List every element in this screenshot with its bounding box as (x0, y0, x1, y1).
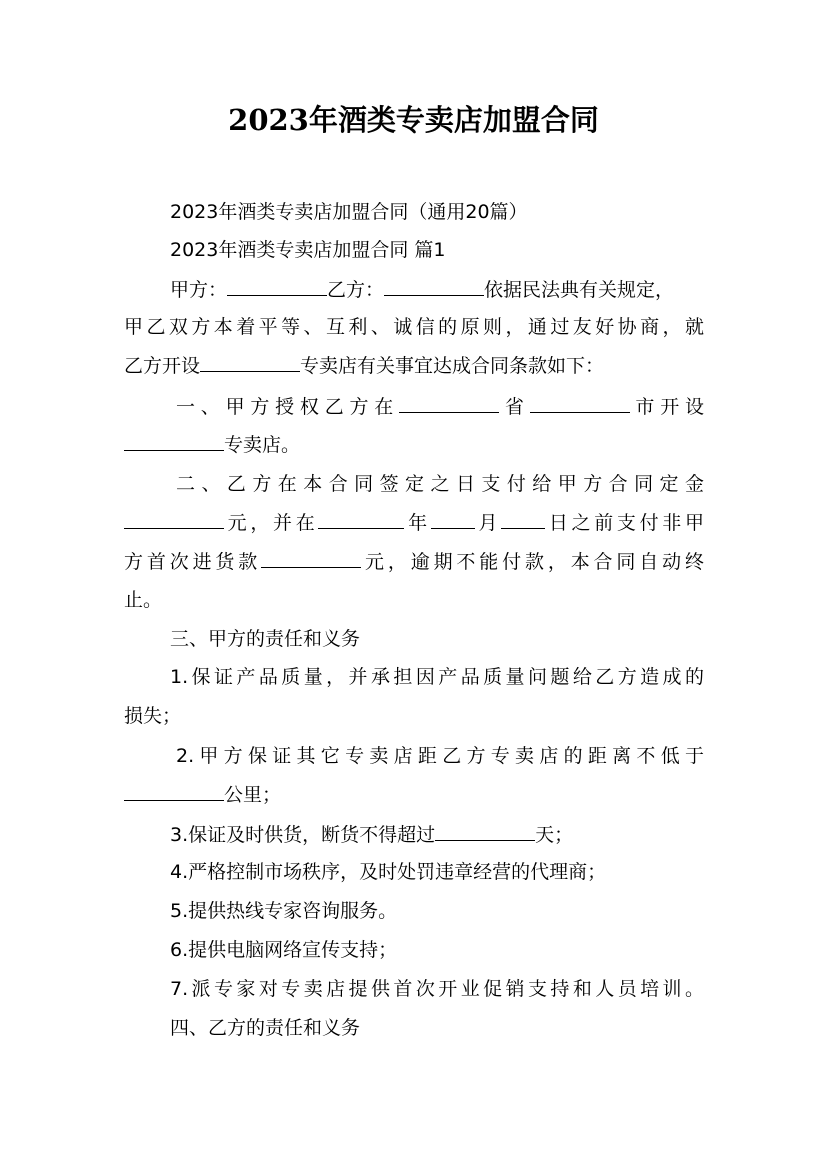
p1-line3-text-a: 乙方开设 (124, 355, 201, 377)
clause-3-item-4: 4.严格控制市场秩序，及时处罚违章经营的代理商； (170, 861, 607, 883)
clause2-text-a: 元，并在 (224, 512, 319, 534)
item2-line2-text: 公里； (224, 784, 282, 806)
section-heading: 2023年酒类专卖店加盟合同 篇1 (170, 239, 446, 261)
clause1-line2-text: 专卖店。 (224, 434, 301, 456)
day-blank (501, 506, 545, 529)
clause2-text-b: 年 (404, 512, 431, 534)
clause-3-item-1-line-1: 1.保证产品质量，并承担因产品质量问题给乙方造成的 (170, 666, 704, 688)
clause-3-item-6: 6.提供电脑网络宣传支持； (170, 939, 398, 961)
paragraph-1-line-2: 甲乙双方本着平等、互利、诚信的原则，通过友好协商，就 (124, 316, 704, 338)
clause-4-heading: 四、乙方的责任和义务 (170, 1017, 361, 1039)
clause-3-heading: 三、甲方的责任和义务 (170, 628, 361, 650)
party-b-blank (384, 273, 484, 296)
first-purchase-blank (261, 545, 361, 568)
province-blank (399, 390, 499, 413)
clause-3-item-7: 7.派专家对专卖店提供首次开业促销支持和人员培训。 (170, 978, 704, 1000)
clause-2-line-3 (124, 545, 704, 577)
item3-text-a: 3.保证及时供货，断货不得超过 (170, 824, 436, 846)
clause-1-line-1 (124, 390, 704, 422)
document-title: 2023年酒类专卖店加盟合同 (228, 103, 599, 137)
city-blank (530, 390, 630, 413)
year-blank (318, 506, 404, 529)
deposit-blank (124, 506, 224, 529)
paragraph-1-line-3 (124, 349, 704, 381)
days-blank (435, 818, 535, 841)
paragraph-1-line-1 (124, 273, 704, 305)
clause-2-line-1: 二、乙方在本合同签定之日支付给甲方合同定金 (176, 473, 704, 495)
clause2-line3-text-b: 元，逾期不能付款，本合同自动终 (361, 551, 704, 573)
p1-text: 依据民法典有关规定， (484, 279, 675, 301)
clause-3-item-2-line-2 (124, 778, 704, 810)
party-a-blank (227, 273, 327, 296)
clause-3-item-1-line-2: 损失； (124, 705, 182, 727)
item3-text-b: 天； (535, 824, 574, 846)
clause1-text-c: 市开设 (629, 396, 704, 418)
clause-3-item-5: 5.提供热线专家咨询服务。 (170, 900, 398, 922)
clause-3-item-3 (124, 818, 704, 850)
clause2-line3-text-a: 方首次进货款 (124, 551, 262, 573)
party-a-label: 甲方： (170, 279, 228, 301)
p1-line3-text-b: 专卖店有关事宜达成合同条款如下： (300, 355, 605, 377)
party-b-label: 乙方： (327, 279, 385, 301)
subtitle-line: 2023年酒类专卖店加盟合同（通用20篇） (170, 201, 528, 223)
clause1-text-a: 一、甲方授权乙方在 (176, 396, 400, 418)
clause-3-item-2-line-1: 2.甲方保证其它专卖店距乙方专卖店的距离不低于 (176, 745, 704, 767)
distance-blank (124, 778, 224, 801)
month-blank (431, 506, 475, 529)
clause-2-line-4: 止。 (124, 589, 163, 611)
clause1-store-blank (124, 428, 224, 451)
store-name-blank (200, 349, 300, 372)
clause1-text-b: 省 (499, 396, 530, 418)
clause-2-line-2 (124, 506, 704, 538)
clause-1-line-2 (124, 428, 704, 460)
clause2-text-d: 日之前支付非甲 (545, 512, 704, 534)
clause2-text-c: 月 (474, 512, 502, 534)
